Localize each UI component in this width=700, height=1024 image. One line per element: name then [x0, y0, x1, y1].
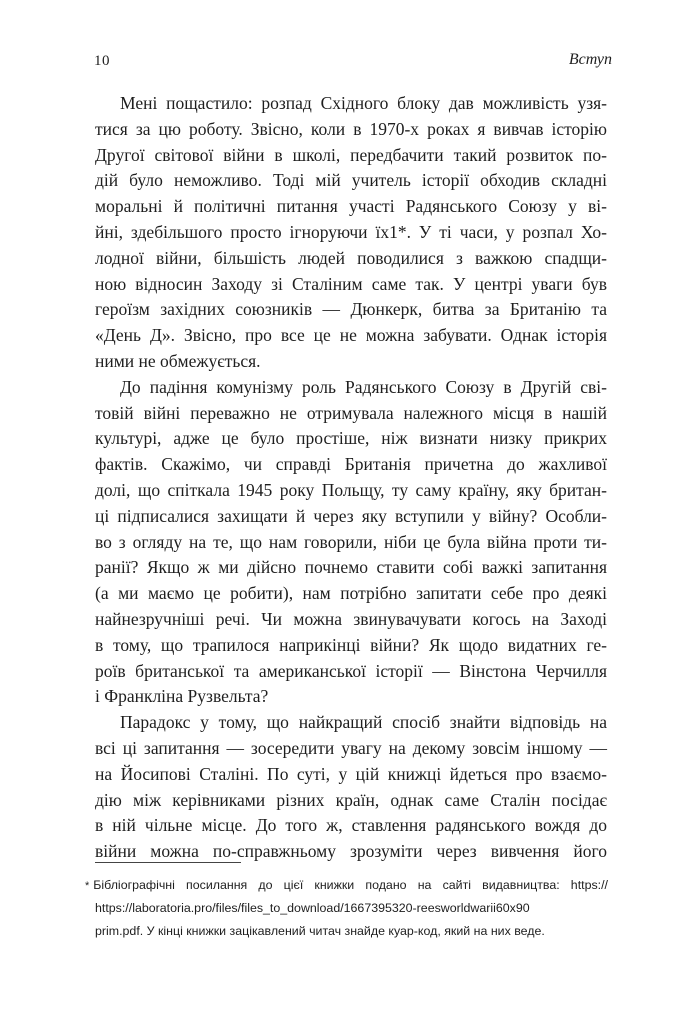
text-line: і Франкліна Рузвельта?	[95, 686, 269, 707]
body-text	[95, 91, 607, 865]
footnote-marker: *	[85, 880, 90, 892]
text-line: ною відносин Заходу зі Сталіним саме так. У центрі уваги був	[95, 273, 607, 294]
text-line: (а ми маємо це робити), нам потрібно запитати себе про деякі	[95, 583, 607, 604]
text-line: До падіння комунізму роль Радянського Союзу в Другій сві-	[120, 376, 607, 397]
text-line: дій було неможливо. Тоді мій учитель історії обходив складні	[95, 170, 607, 191]
text-line: в тому, що трапилося наприкінці війни? Як щодо видатних ге-	[95, 634, 607, 655]
footnote-divider	[95, 862, 241, 863]
page-number: 10	[94, 53, 110, 69]
footnote-line: prim.pdf. У кінці книжки зацікавлений читач знайде куар-код, який на них веде.	[95, 924, 545, 938]
footnote-line	[85, 874, 608, 897]
text-line: ранії? Якщо ж ми дійсно почнемо ставити собі важкі запитання	[95, 557, 607, 578]
text-line: героїзм західних союзників — Дюнкерк, битва за Британію та	[95, 299, 607, 320]
text-line: дію між керівниками різних країн, однак саме Сталін посідає	[95, 789, 607, 810]
text-line: лодної війни, більшість людей поводилися з важкою спадщи-	[95, 247, 607, 268]
text-line: ці підписалися захищати й через яку вступили у війну? Особли-	[95, 505, 607, 526]
text-line: на Йосипові Сталіні. По суті, у цій книжці йдеться про взаємо-	[95, 763, 607, 784]
text-line: фактів. Скажімо, чи справді Британія причетна до жахливої	[95, 454, 607, 475]
text-line: найнезручніші речі. Чи можна звинувачувати когось на Заході	[95, 608, 607, 629]
running-title: Вступ	[568, 51, 612, 68]
text-line: долі, що спіткала 1945 року Польщу, ту саму країну, яку британ-	[95, 479, 607, 500]
text-line: йні, здебільшого просто ігноруючи їх1*. У ті часи, у розпал Хо-	[95, 221, 607, 242]
text-line: «День Д». Звісно, про все це не можна забувати. Однак історія	[95, 325, 607, 346]
footnote-text: Бібліографічні посилання до цієї книжки подано на сайті видавництва: https://	[93, 878, 608, 892]
text-line: Мені пощастило: розпад Східного блоку дав можливість узя-	[120, 93, 607, 113]
footnote	[85, 874, 608, 943]
text-line: Другої світової війни в школі, передбачити такий розвиток по-	[95, 144, 607, 165]
text-line: тися за цю роботу. Звісно, коли в 1970-х роках я вивчав історію	[95, 118, 607, 139]
text-line: війни можна по-справжньому зрозуміти через вивчення його	[95, 841, 607, 862]
text-line: всі ці запитання — зосередити увагу на декому зовсім іншому —	[95, 737, 607, 758]
text-line: культурі, адже це було простіше, ніж визнати низку прикрих	[95, 428, 607, 449]
text-line: товій війні переважно не отримувала належного місця в нашій	[95, 402, 607, 423]
text-line: в ній чільне місце. До того ж, ставлення радянського вождя до	[95, 815, 607, 836]
footnote-line: https://laboratoria.pro/files/files_to_download/1667395320-reesworldwarii60x90	[95, 901, 530, 915]
text-line: роїв британської та американської історії — Вінстона Черчилля	[95, 660, 607, 681]
text-line: Парадокс у тому, що найкращий спосіб знайти відповідь на	[120, 712, 607, 733]
text-line: во з огляду на те, що нам говорили, ніби це була війна проти ти-	[95, 531, 607, 552]
text-line: моральні й політичні питання участі Радянського Союзу у ві-	[95, 196, 607, 217]
text-line: ними не обмежується.	[95, 350, 261, 371]
